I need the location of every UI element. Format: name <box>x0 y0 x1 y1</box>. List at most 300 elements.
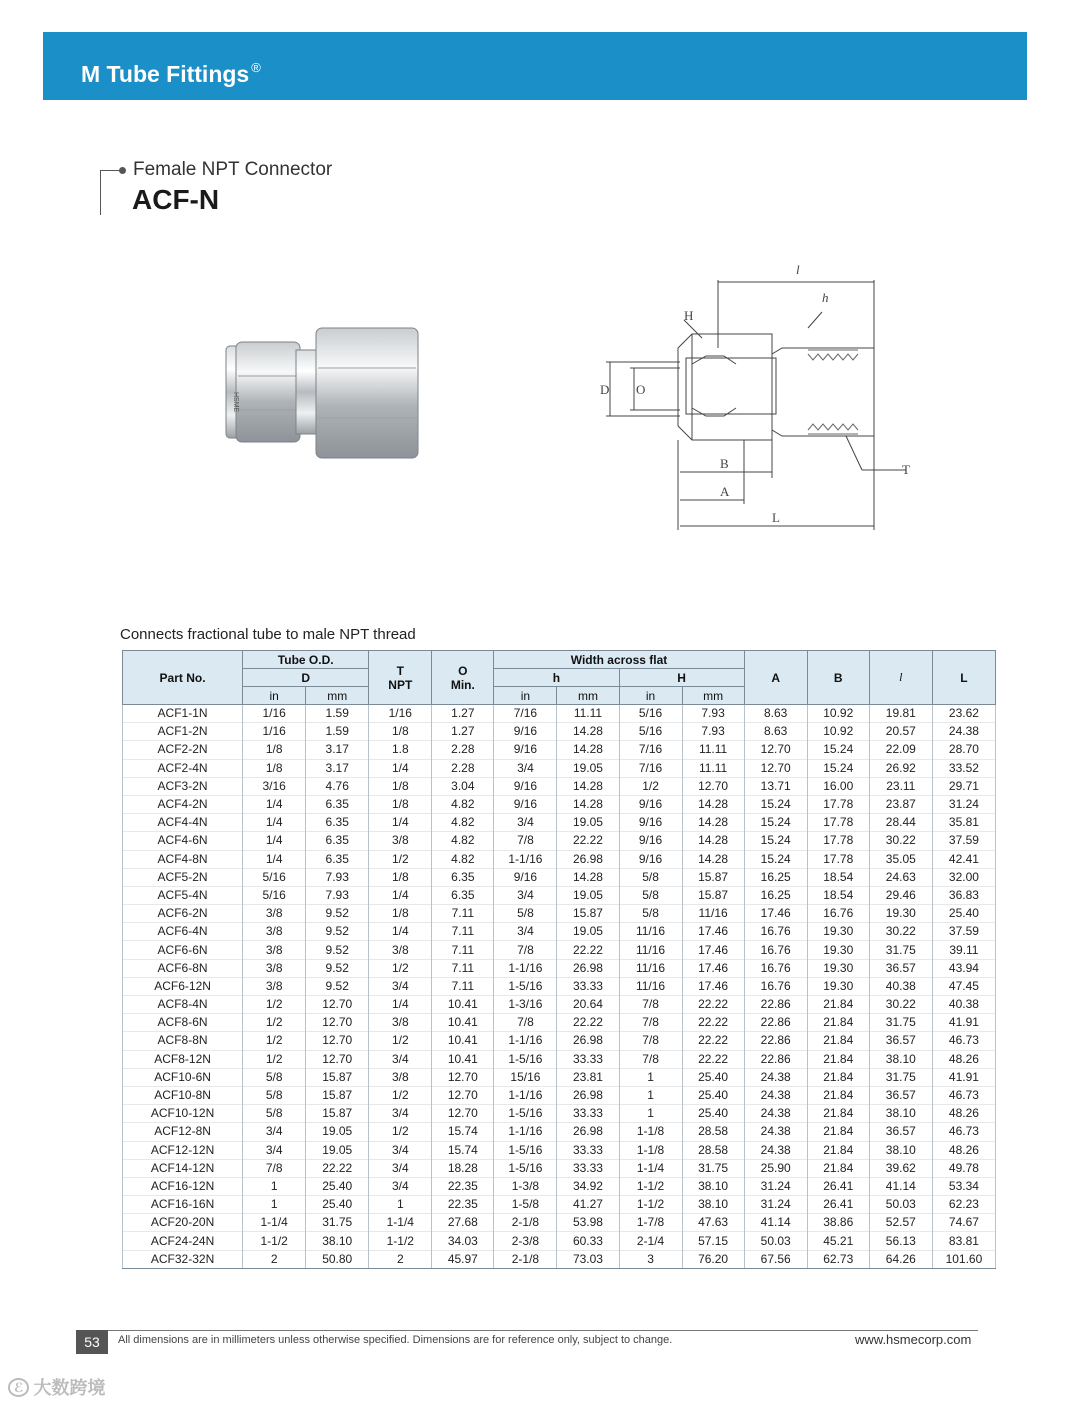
table-cell: 5/8 <box>619 868 682 886</box>
table-cell: 12.70 <box>306 996 369 1014</box>
table-cell: 18.28 <box>432 1159 494 1177</box>
table-cell: 19.81 <box>869 705 932 723</box>
table-cell: 1/2 <box>369 1032 432 1050</box>
bullet-icon <box>119 167 126 174</box>
table-row <box>123 1032 996 1050</box>
table-cell: 26.98 <box>557 1086 619 1104</box>
table-cell: 9.52 <box>306 923 369 941</box>
table-cell: 7/8 <box>243 1159 306 1177</box>
table-cell: 41.14 <box>869 1177 932 1195</box>
table-cell: 25.40 <box>306 1177 369 1195</box>
table-cell: 10.41 <box>432 1050 494 1068</box>
table-cell: 40.38 <box>932 996 995 1014</box>
table-cell: 17.78 <box>807 832 869 850</box>
header-title-text: M Tube Fittings <box>81 61 250 87</box>
table-cell: 1/2 <box>369 1086 432 1104</box>
table-cell: 7/8 <box>619 1032 682 1050</box>
table-cell: 1/8 <box>369 905 432 923</box>
table-cell: 1/8 <box>243 759 306 777</box>
table-row <box>123 977 996 995</box>
table-cell: 26.41 <box>807 1196 869 1214</box>
product-photo <box>212 320 452 465</box>
table-cell: 11/16 <box>619 941 682 959</box>
table-cell: 12.70 <box>432 1086 494 1104</box>
table-cell: 41.91 <box>932 1014 995 1032</box>
table-cell: 32.00 <box>932 868 995 886</box>
dim-label-T: T <box>902 462 910 477</box>
table-cell: 19.05 <box>557 886 619 904</box>
footer-url[interactable]: www.hsmecorp.com <box>855 1332 972 1347</box>
table-cell: 3.17 <box>306 741 369 759</box>
table-cell: 19.30 <box>807 977 869 995</box>
table-cell: 1 <box>243 1196 306 1214</box>
table-cell: 2-1/4 <box>619 1232 682 1250</box>
part-number-cell: ACF4-2N <box>123 795 243 813</box>
unit-mm: mm <box>557 687 619 705</box>
table-cell: 7.93 <box>682 723 744 741</box>
table-cell: 2-1/8 <box>494 1250 557 1268</box>
table-cell: 14.28 <box>682 814 744 832</box>
table-cell: 29.46 <box>869 886 932 904</box>
table-cell: 7.93 <box>306 886 369 904</box>
table-cell: 15.74 <box>432 1141 494 1159</box>
table-cell: 2 <box>243 1250 306 1268</box>
part-number-cell: ACF6-12N <box>123 977 243 995</box>
table-cell: 12.70 <box>682 777 744 795</box>
dim-label-H: H <box>684 308 694 323</box>
table-row <box>123 923 996 941</box>
table-cell: 4.82 <box>432 850 494 868</box>
dim-label-O: O <box>636 382 646 397</box>
header-o-sub: Min. <box>450 677 475 692</box>
header-h-large: H <box>619 669 744 687</box>
table-cell: 26.92 <box>869 759 932 777</box>
table-caption: Connects fractional tube to male NPT thread <box>120 626 416 643</box>
table-cell: 46.73 <box>932 1086 995 1104</box>
table-cell: 1/8 <box>369 868 432 886</box>
table-cell: 5/8 <box>494 905 557 923</box>
table-cell: 3 <box>619 1250 682 1268</box>
part-number-cell: ACF5-4N <box>123 886 243 904</box>
table-cell: 1-5/16 <box>494 1105 557 1123</box>
table-cell: 17.78 <box>807 795 869 813</box>
table-cell: 3/4 <box>243 1141 306 1159</box>
table-cell: 37.59 <box>932 923 995 941</box>
part-number-cell: ACF6-4N <box>123 923 243 941</box>
table-row <box>123 1050 996 1068</box>
part-number-cell: ACF6-6N <box>123 941 243 959</box>
table-cell: 1-1/2 <box>243 1232 306 1250</box>
table-row <box>123 705 996 723</box>
part-number-cell: ACF1-2N <box>123 723 243 741</box>
table-cell: 22.22 <box>682 1050 744 1068</box>
part-number-cell: ACF10-8N <box>123 1086 243 1104</box>
table-cell: 21.84 <box>807 1105 869 1123</box>
table-cell: 6.35 <box>306 832 369 850</box>
table-cell: 37.59 <box>932 832 995 850</box>
spec-table-body <box>123 705 996 1269</box>
table-cell: 5/8 <box>619 886 682 904</box>
table-cell: 46.73 <box>932 1123 995 1141</box>
table-cell: 34.92 <box>557 1177 619 1195</box>
table-cell: 7/8 <box>619 1014 682 1032</box>
table-cell: 1/8 <box>369 777 432 795</box>
table-cell: 1/16 <box>243 705 306 723</box>
table-cell: 73.03 <box>557 1250 619 1268</box>
table-cell: 3/8 <box>369 1068 432 1086</box>
table-cell: 48.26 <box>932 1141 995 1159</box>
table-row <box>123 1123 996 1141</box>
unit-mm: mm <box>306 687 369 705</box>
table-row <box>123 1014 996 1032</box>
registered-mark: ® <box>251 60 261 75</box>
table-cell: 1-1/16 <box>494 1123 557 1141</box>
table-cell: 57.15 <box>682 1232 744 1250</box>
table-cell: 9.52 <box>306 959 369 977</box>
table-cell: 1/2 <box>243 1014 306 1032</box>
table-row <box>123 723 996 741</box>
table-cell: 15.24 <box>744 832 807 850</box>
table-row <box>123 1159 996 1177</box>
table-cell: 1-1/8 <box>619 1123 682 1141</box>
table-cell: 3/4 <box>369 1105 432 1123</box>
table-cell: 1/2 <box>369 850 432 868</box>
table-cell: 26.41 <box>807 1177 869 1195</box>
table-cell: 14.28 <box>557 795 619 813</box>
table-cell: 1 <box>619 1105 682 1123</box>
table-cell: 3/8 <box>243 941 306 959</box>
table-cell: 76.20 <box>682 1250 744 1268</box>
table-cell: 14.28 <box>682 850 744 868</box>
table-cell: 22.22 <box>557 832 619 850</box>
table-cell: 9/16 <box>494 741 557 759</box>
table-cell: 1/2 <box>243 996 306 1014</box>
table-cell: 2.28 <box>432 741 494 759</box>
table-cell: 21.84 <box>807 1014 869 1032</box>
table-cell: 14.28 <box>682 795 744 813</box>
header-tube-od-sym: D <box>243 669 369 687</box>
table-cell: 67.56 <box>744 1250 807 1268</box>
table-cell: 1-3/16 <box>494 996 557 1014</box>
part-number-cell: ACF5-2N <box>123 868 243 886</box>
table-cell: 33.33 <box>557 1105 619 1123</box>
table-cell: 56.13 <box>869 1232 932 1250</box>
table-cell: 3/4 <box>369 1141 432 1159</box>
table-cell: 1/4 <box>243 832 306 850</box>
table-cell: 16.25 <box>744 886 807 904</box>
watermark-logo-icon: ℰ <box>8 1378 29 1397</box>
header-l-small-label: l <box>899 670 903 684</box>
unit-in: in <box>243 687 306 705</box>
table-cell: 17.46 <box>682 941 744 959</box>
table-cell: 1 <box>619 1068 682 1086</box>
table-cell: 26.98 <box>557 850 619 868</box>
table-row <box>123 886 996 904</box>
table-cell: 1-1/16 <box>494 959 557 977</box>
table-cell: 22.22 <box>306 1159 369 1177</box>
table-cell: 15.24 <box>807 741 869 759</box>
table-cell: 1-5/16 <box>494 1050 557 1068</box>
table-cell: 18.54 <box>807 868 869 886</box>
table-cell: 21.84 <box>807 1050 869 1068</box>
table-cell: 10.92 <box>807 723 869 741</box>
table-cell: 1-7/8 <box>619 1214 682 1232</box>
table-cell: 24.38 <box>744 1105 807 1123</box>
table-cell: 1-1/8 <box>619 1141 682 1159</box>
table-cell: 27.68 <box>432 1214 494 1232</box>
table-cell: 15.87 <box>557 905 619 923</box>
table-cell: 12.70 <box>744 759 807 777</box>
table-cell: 12.70 <box>744 741 807 759</box>
dim-label-h: h <box>822 290 829 305</box>
table-cell: 62.73 <box>807 1250 869 1268</box>
table-cell: 1 <box>243 1177 306 1195</box>
table-cell: 8.63 <box>744 705 807 723</box>
table-cell: 21.84 <box>807 1086 869 1104</box>
table-cell: 15.87 <box>682 886 744 904</box>
part-number-cell: ACF8-8N <box>123 1032 243 1050</box>
table-cell: 24.38 <box>744 1123 807 1141</box>
table-cell: 26.98 <box>557 1123 619 1141</box>
table-cell: 25.90 <box>744 1159 807 1177</box>
table-cell: 62.23 <box>932 1196 995 1214</box>
table-cell: 1/2 <box>369 959 432 977</box>
table-cell: 45.21 <box>807 1232 869 1250</box>
table-cell: 50.03 <box>744 1232 807 1250</box>
table-cell: 3/4 <box>494 886 557 904</box>
table-cell: 2-1/8 <box>494 1214 557 1232</box>
table-cell: 50.03 <box>869 1196 932 1214</box>
table-cell: 21.84 <box>807 1068 869 1086</box>
table-cell: 3/8 <box>369 832 432 850</box>
part-number-cell: ACF4-4N <box>123 814 243 832</box>
dim-label-B: B <box>720 456 729 471</box>
table-row <box>123 959 996 977</box>
table-cell: 12.70 <box>306 1032 369 1050</box>
table-cell: 22.35 <box>432 1196 494 1214</box>
table-cell: 7.11 <box>432 959 494 977</box>
table-cell: 74.67 <box>932 1214 995 1232</box>
table-cell: 4.82 <box>432 795 494 813</box>
table-cell: 16.76 <box>744 959 807 977</box>
table-cell: 25.40 <box>682 1086 744 1104</box>
table-cell: 2.28 <box>432 759 494 777</box>
table-cell: 14.28 <box>557 777 619 795</box>
table-cell: 16.76 <box>744 941 807 959</box>
table-row <box>123 1232 996 1250</box>
header-t <box>369 651 432 705</box>
header-t-sub: NPT <box>388 677 413 692</box>
table-cell: 1.27 <box>432 723 494 741</box>
table-cell: 36.57 <box>869 1123 932 1141</box>
table-row <box>123 795 996 813</box>
part-number-cell: ACF16-12N <box>123 1177 243 1195</box>
table-cell: 16.00 <box>807 777 869 795</box>
table-cell: 31.75 <box>869 1068 932 1086</box>
table-cell: 25.40 <box>682 1105 744 1123</box>
table-row <box>123 1250 996 1268</box>
header-a: A <box>744 651 807 705</box>
table-cell: 33.33 <box>557 1050 619 1068</box>
table-cell: 28.58 <box>682 1123 744 1141</box>
header-l-large: L <box>932 651 995 705</box>
table-cell: 9/16 <box>494 868 557 886</box>
part-number-cell: ACF8-12N <box>123 1050 243 1068</box>
table-row <box>123 1214 996 1232</box>
table-cell: 33.52 <box>932 759 995 777</box>
table-cell: 64.26 <box>869 1250 932 1268</box>
table-cell: 22.86 <box>744 996 807 1014</box>
table-cell: 1-5/16 <box>494 977 557 995</box>
table-cell: 1/4 <box>369 814 432 832</box>
table-row <box>123 759 996 777</box>
table-cell: 30.22 <box>869 996 932 1014</box>
table-cell: 36.57 <box>869 1032 932 1050</box>
table-cell: 3/8 <box>243 905 306 923</box>
table-cell: 19.30 <box>869 905 932 923</box>
header-o-label: O <box>458 663 468 678</box>
table-cell: 9/16 <box>494 777 557 795</box>
dimension-drawing <box>596 258 926 536</box>
table-cell: 1/8 <box>243 741 306 759</box>
part-number-cell: ACF3-2N <box>123 777 243 795</box>
table-cell: 19.05 <box>306 1141 369 1159</box>
table-cell: 11.11 <box>682 759 744 777</box>
table-cell: 16.76 <box>744 977 807 995</box>
table-row <box>123 1086 996 1104</box>
part-number-cell: ACF32-32N <box>123 1250 243 1268</box>
part-number-cell: ACF12-12N <box>123 1141 243 1159</box>
table-row <box>123 1105 996 1123</box>
unit-in: in <box>494 687 557 705</box>
table-cell: 15/16 <box>494 1068 557 1086</box>
table-cell: 14.28 <box>682 832 744 850</box>
table-cell: 33.33 <box>557 1141 619 1159</box>
table-cell: 5/8 <box>243 1086 306 1104</box>
table-cell: 3/4 <box>494 923 557 941</box>
table-cell: 14.28 <box>557 741 619 759</box>
table-cell: 11/16 <box>619 959 682 977</box>
photo-marking: HSME <box>232 392 239 413</box>
table-cell: 47.63 <box>682 1214 744 1232</box>
table-cell: 29.71 <box>932 777 995 795</box>
table-row <box>123 941 996 959</box>
table-cell: 35.81 <box>932 814 995 832</box>
table-cell: 7/8 <box>494 1014 557 1032</box>
table-cell: 1.8 <box>369 741 432 759</box>
table-cell: 83.81 <box>932 1232 995 1250</box>
table-cell: 1/4 <box>243 814 306 832</box>
table-cell: 38.10 <box>869 1050 932 1068</box>
table-cell: 1/8 <box>369 723 432 741</box>
table-cell: 25.40 <box>682 1068 744 1086</box>
table-cell: 6.35 <box>306 850 369 868</box>
table-cell: 22.86 <box>744 1014 807 1032</box>
table-cell: 15.24 <box>744 814 807 832</box>
table-cell: 1-5/16 <box>494 1159 557 1177</box>
table-cell: 31.75 <box>306 1214 369 1232</box>
table-cell: 11.11 <box>682 741 744 759</box>
table-cell: 24.38 <box>744 1141 807 1159</box>
table-cell: 23.11 <box>869 777 932 795</box>
table-cell: 36.57 <box>869 1086 932 1104</box>
table-cell: 23.81 <box>557 1068 619 1086</box>
table-cell: 16.76 <box>744 923 807 941</box>
table-row <box>123 868 996 886</box>
table-cell: 12.70 <box>432 1105 494 1123</box>
table-cell: 48.26 <box>932 1050 995 1068</box>
table-cell: 15.87 <box>682 868 744 886</box>
table-cell: 1-1/16 <box>494 850 557 868</box>
table-cell: 30.22 <box>869 923 932 941</box>
table-cell: 31.24 <box>932 795 995 813</box>
table-cell: 7/8 <box>619 996 682 1014</box>
table-cell: 4.82 <box>432 814 494 832</box>
part-number-cell: ACF4-8N <box>123 850 243 868</box>
table-cell: 34.03 <box>432 1232 494 1250</box>
header-tube-od-label: Tube O.D. <box>277 652 334 667</box>
table-cell: 1/4 <box>369 996 432 1014</box>
table-cell: 13.71 <box>744 777 807 795</box>
footer-note: All dimensions are in millimeters unless otherwise specified. Dimensions are for reference only, subject to change. <box>118 1334 673 1346</box>
table-cell: 1/2 <box>619 777 682 795</box>
table-cell: 7/8 <box>494 941 557 959</box>
table-row <box>123 1068 996 1086</box>
part-number-cell: ACF24-24N <box>123 1232 243 1250</box>
table-cell: 1-5/16 <box>494 1141 557 1159</box>
table-cell: 1-1/2 <box>369 1232 432 1250</box>
table-row <box>123 905 996 923</box>
table-cell: 3/4 <box>494 814 557 832</box>
table-cell: 19.05 <box>557 759 619 777</box>
table-cell: 3/8 <box>243 923 306 941</box>
header-part-no: Part No. <box>123 651 243 705</box>
part-number-cell: ACF2-2N <box>123 741 243 759</box>
part-number-cell: ACF8-4N <box>123 996 243 1014</box>
table-cell: 53.34 <box>932 1177 995 1195</box>
section-title: ACF-N <box>132 184 220 215</box>
table-cell: 25.40 <box>306 1196 369 1214</box>
table-cell: 26.98 <box>557 959 619 977</box>
table-cell: 10.41 <box>432 996 494 1014</box>
table-cell: 7/16 <box>494 705 557 723</box>
header-l-small <box>869 651 932 705</box>
table-cell: 12.70 <box>306 1050 369 1068</box>
table-cell: 9/16 <box>619 795 682 813</box>
table-cell: 22.35 <box>432 1177 494 1195</box>
header-band <box>43 32 1027 100</box>
table-cell: 1/2 <box>243 1050 306 1068</box>
table-cell: 28.44 <box>869 814 932 832</box>
dim-label-l: l <box>796 262 800 277</box>
table-cell: 38.10 <box>869 1141 932 1159</box>
table-cell: 2 <box>369 1250 432 1268</box>
table-cell: 7.11 <box>432 941 494 959</box>
table-cell: 31.24 <box>744 1177 807 1195</box>
table-cell: 15.24 <box>744 795 807 813</box>
table-cell: 19.30 <box>807 941 869 959</box>
table-cell: 1/4 <box>369 886 432 904</box>
table-cell: 9/16 <box>619 814 682 832</box>
table-cell: 11/16 <box>682 905 744 923</box>
table-cell: 43.94 <box>932 959 995 977</box>
table-cell: 60.33 <box>557 1232 619 1250</box>
table-cell: 3/4 <box>369 1050 432 1068</box>
table-cell: 3/16 <box>243 777 306 795</box>
part-number-cell: ACF8-6N <box>123 1014 243 1032</box>
table-cell: 16.25 <box>744 868 807 886</box>
header-width-across-flat: Width across flat <box>494 651 744 669</box>
